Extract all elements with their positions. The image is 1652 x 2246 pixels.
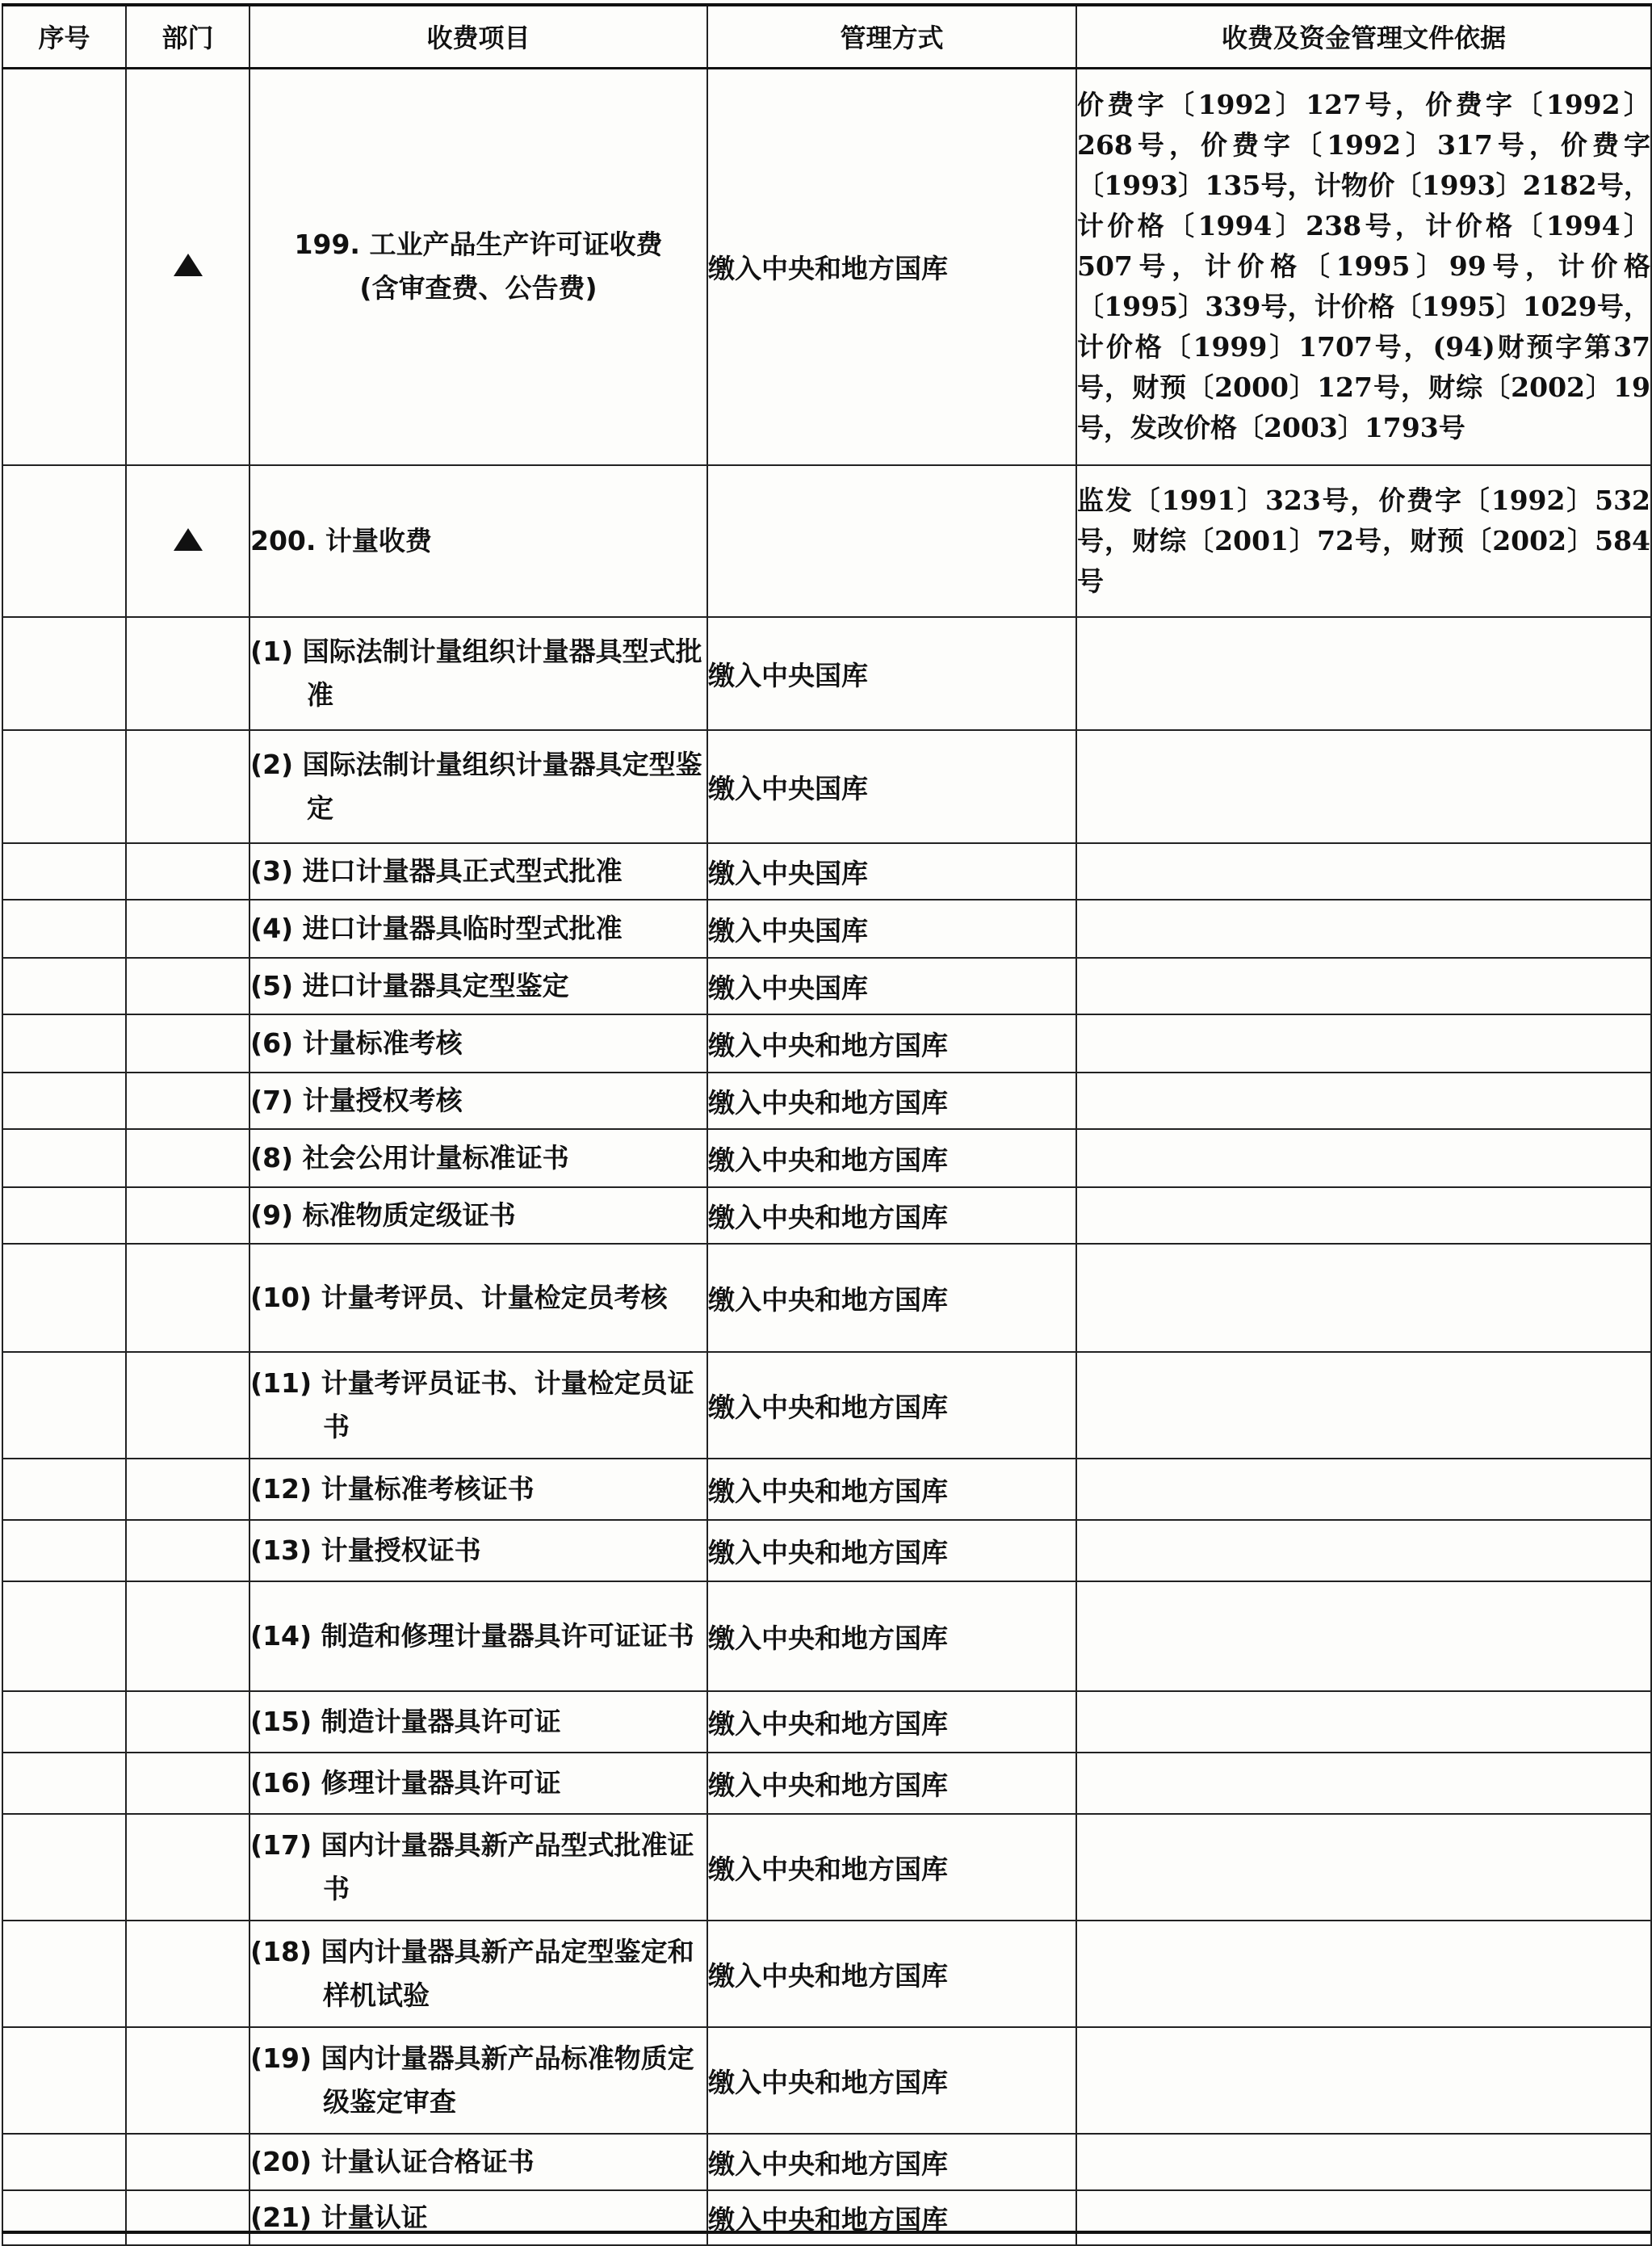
triangle-icon — [174, 254, 203, 276]
cell-basis — [1076, 900, 1651, 958]
cell-dept — [126, 1187, 249, 1244]
cell-basis — [1076, 1187, 1651, 1244]
cell-seq — [2, 1073, 126, 1129]
table-row — [2, 2190, 1651, 2245]
cell-mgmt: 缴入中央和地方国库 — [707, 1691, 1076, 1753]
cell-seq — [2, 2134, 126, 2190]
cell-basis — [1076, 1459, 1651, 1520]
cell-seq — [2, 1691, 126, 1753]
cell-basis — [1076, 1129, 1651, 1187]
table-row — [2, 1014, 1651, 1073]
table-row — [2, 1921, 1651, 2027]
table-row — [2, 2027, 1651, 2134]
cell-mgmt: 缴入中央和地方国库 — [707, 1014, 1076, 1073]
table-row — [2, 900, 1651, 958]
cell-seq — [2, 1814, 126, 1921]
cell-item — [249, 1581, 707, 1691]
item-subtitle: (含审查费、公告费) — [359, 272, 597, 304]
table-row — [2, 1691, 1651, 1753]
triangle-icon — [174, 528, 203, 551]
header-item: 收费项目 — [249, 5, 707, 68]
table-row — [2, 1129, 1651, 1187]
table-row — [2, 68, 1651, 465]
item-label: (2) 国际法制计量组织计量器具定型鉴定 — [250, 749, 702, 824]
item-label: (17) 国内计量器具新产品型式批准证书 — [250, 1829, 694, 1904]
cell-dept — [126, 1691, 249, 1753]
cell-seq — [2, 1581, 126, 1691]
cell-dept — [126, 1073, 249, 1129]
fee-table — [2, 3, 1652, 2246]
cell-item — [249, 68, 707, 465]
header-mgmt: 管理方式 — [707, 5, 1076, 68]
cell-mgmt: 缴入中央国库 — [707, 900, 1076, 958]
cell-mgmt — [707, 465, 1076, 617]
cell-basis — [1076, 2134, 1651, 2190]
table-row — [2, 1187, 1651, 1244]
cell-dept — [126, 1352, 249, 1459]
table-row — [2, 1753, 1651, 1814]
cell-seq — [2, 730, 126, 843]
cell-dept — [126, 2027, 249, 2134]
header-basis: 收费及资金管理文件依据 — [1076, 5, 1651, 68]
cell-item: (16) 修理计量器具许可证 — [249, 1753, 707, 1814]
cell-item: (8) 社会公用计量标准证书 — [249, 1129, 707, 1187]
cell-item — [249, 1921, 707, 2027]
cell-mgmt: 缴入中央和地方国库 — [707, 68, 1076, 465]
cell-basis — [1076, 1244, 1651, 1352]
table-row — [2, 730, 1651, 843]
table-row — [2, 1459, 1651, 1520]
cell-mgmt: 缴入中央和地方国库 — [707, 2027, 1076, 2134]
cell-dept — [126, 1459, 249, 1520]
table-row — [2, 1352, 1651, 1459]
cell-item: (21) 计量认证 — [249, 2190, 707, 2245]
cell-mgmt: 缴入中央和地方国库 — [707, 1753, 1076, 1814]
table-row — [2, 843, 1651, 900]
header-row — [2, 5, 1651, 68]
cell-basis — [1076, 1352, 1651, 1459]
cell-seq — [2, 68, 126, 465]
cell-seq — [2, 1129, 126, 1187]
table-row — [2, 958, 1651, 1014]
cell-mgmt: 缴入中央国库 — [707, 617, 1076, 730]
cell-dept — [126, 2190, 249, 2245]
header-seq: 序号 — [2, 5, 126, 68]
cell-dept — [126, 1753, 249, 1814]
cell-item: (4) 进口计量器具临时型式批准 — [249, 900, 707, 958]
cell-seq — [2, 465, 126, 617]
cell-dept — [126, 1581, 249, 1691]
cell-basis — [1076, 1814, 1651, 1921]
cell-seq — [2, 1244, 126, 1352]
cell-item: (6) 计量标准考核 — [249, 1014, 707, 1073]
table-row — [2, 1581, 1651, 1691]
cell-seq — [2, 1014, 126, 1073]
cell-item — [249, 730, 707, 843]
cell-item — [249, 617, 707, 730]
cell-dept — [126, 1921, 249, 2027]
cell-mgmt: 缴入中央和地方国库 — [707, 2190, 1076, 2245]
cell-mgmt: 缴入中央和地方国库 — [707, 1244, 1076, 1352]
cell-basis — [1076, 2027, 1651, 2134]
cell-seq — [2, 1520, 126, 1581]
cell-seq — [2, 958, 126, 1014]
cell-mgmt: 缴入中央和地方国库 — [707, 1520, 1076, 1581]
cell-seq — [2, 1753, 126, 1814]
cell-dept — [126, 1244, 249, 1352]
cell-item: 200. 计量收费 — [249, 465, 707, 617]
cell-basis — [1076, 1520, 1651, 1581]
cell-dept — [126, 1814, 249, 1921]
table-row — [2, 1520, 1651, 1581]
cell-basis — [1076, 1921, 1651, 2027]
cell-dept — [126, 843, 249, 900]
cell-basis — [1076, 1581, 1651, 1691]
cell-dept — [126, 1520, 249, 1581]
cell-seq — [2, 1459, 126, 1520]
table-row — [2, 617, 1651, 730]
cell-item: (3) 进口计量器具正式型式批准 — [249, 843, 707, 900]
item-label: (19) 国内计量器具新产品标准物质定级鉴定审查 — [250, 2042, 694, 2118]
cell-basis — [1076, 958, 1651, 1014]
cell-mgmt: 缴入中央和地方国库 — [707, 1921, 1076, 2027]
cell-dept — [126, 900, 249, 958]
cell-dept — [126, 730, 249, 843]
item-label: (1) 国际法制计量组织计量器具型式批准 — [250, 636, 702, 711]
cell-item: (5) 进口计量器具定型鉴定 — [249, 958, 707, 1014]
cell-basis — [1076, 617, 1651, 730]
item-label: (11) 计量考评员证书、计量检定员证书 — [250, 1367, 694, 1442]
cell-item — [249, 1244, 707, 1352]
table-row — [2, 2134, 1651, 2190]
cell-dept — [126, 617, 249, 730]
item-label: (10) 计量考评员、计量检定员考核 — [250, 1282, 668, 1313]
table-row — [2, 1814, 1651, 1921]
cell-seq — [2, 617, 126, 730]
cell-mgmt: 缴入中央和地方国库 — [707, 1459, 1076, 1520]
cell-item: (13) 计量授权证书 — [249, 1520, 707, 1581]
cell-seq — [2, 900, 126, 958]
cell-item: (20) 计量认证合格证书 — [249, 2134, 707, 2190]
cell-basis — [1076, 2190, 1651, 2245]
cell-mgmt: 缴入中央和地方国库 — [707, 1581, 1076, 1691]
cell-seq — [2, 1921, 126, 2027]
cell-mgmt: 缴入中央和地方国库 — [707, 1352, 1076, 1459]
item-label: (14) 制造和修理计量器具许可证证书 — [250, 1620, 694, 1652]
cell-mgmt: 缴入中央和地方国库 — [707, 1187, 1076, 1244]
cell-dept — [126, 1129, 249, 1187]
cell-seq — [2, 2190, 126, 2245]
cell-mgmt: 缴入中央国库 — [707, 958, 1076, 1014]
item-label: (18) 国内计量器具新产品定型鉴定和样机试验 — [250, 1936, 694, 2011]
cell-mgmt: 缴入中央和地方国库 — [707, 1814, 1076, 1921]
cell-seq — [2, 1187, 126, 1244]
table-row — [2, 1244, 1651, 1352]
cell-seq — [2, 843, 126, 900]
cell-mgmt: 缴入中央和地方国库 — [707, 1073, 1076, 1129]
table-row — [2, 1073, 1651, 1129]
table-row — [2, 465, 1651, 617]
cell-mgmt: 缴入中央国库 — [707, 843, 1076, 900]
cell-basis — [1076, 1073, 1651, 1129]
cell-basis: 监发〔1991〕323号，价费字〔1992〕532号，财综〔2001〕72号，财预〔2002〕584号 — [1076, 465, 1651, 617]
cell-basis — [1076, 843, 1651, 900]
cell-dept — [126, 465, 249, 617]
cell-basis — [1076, 730, 1651, 843]
cell-mgmt: 缴入中央国库 — [707, 730, 1076, 843]
cell-basis — [1076, 1691, 1651, 1753]
cell-dept — [126, 1014, 249, 1073]
cell-item — [249, 2027, 707, 2134]
cell-mgmt: 缴入中央和地方国库 — [707, 2134, 1076, 2190]
cell-basis — [1076, 1753, 1651, 1814]
bottom-rule — [2, 2231, 1650, 2234]
cell-seq — [2, 2027, 126, 2134]
cell-dept — [126, 958, 249, 1014]
cell-item: (12) 计量标准考核证书 — [249, 1459, 707, 1520]
cell-item — [249, 1814, 707, 1921]
item-title: 199. 工业产品生产许可证收费 — [294, 229, 663, 261]
cell-item: (9) 标准物质定级证书 — [249, 1187, 707, 1244]
cell-item — [249, 1352, 707, 1459]
cell-basis — [1076, 1014, 1651, 1073]
cell-dept — [126, 2134, 249, 2190]
cell-item: (15) 制造计量器具许可证 — [249, 1691, 707, 1753]
cell-dept — [126, 68, 249, 465]
cell-basis: 价费字〔1992〕127号，价费字〔1992〕268号，价费字〔1992〕317号，价费字〔1993〕135号，计物价〔1993〕2182号，计价格〔1994〕238号，计价格〔1994〕507号，计价格〔1995〕99号，计价格〔1995〕339号，计价格〔1995〕1029号，计价格〔1999〕1707号，(94)财预字第37号，财预〔2000〕127号，财综〔2002〕19号，发改价格〔2003〕1793号 — [1076, 68, 1651, 465]
cell-item: (7) 计量授权考核 — [249, 1073, 707, 1129]
cell-mgmt: 缴入中央和地方国库 — [707, 1129, 1076, 1187]
cell-seq — [2, 1352, 126, 1459]
header-dept: 部门 — [126, 5, 249, 68]
